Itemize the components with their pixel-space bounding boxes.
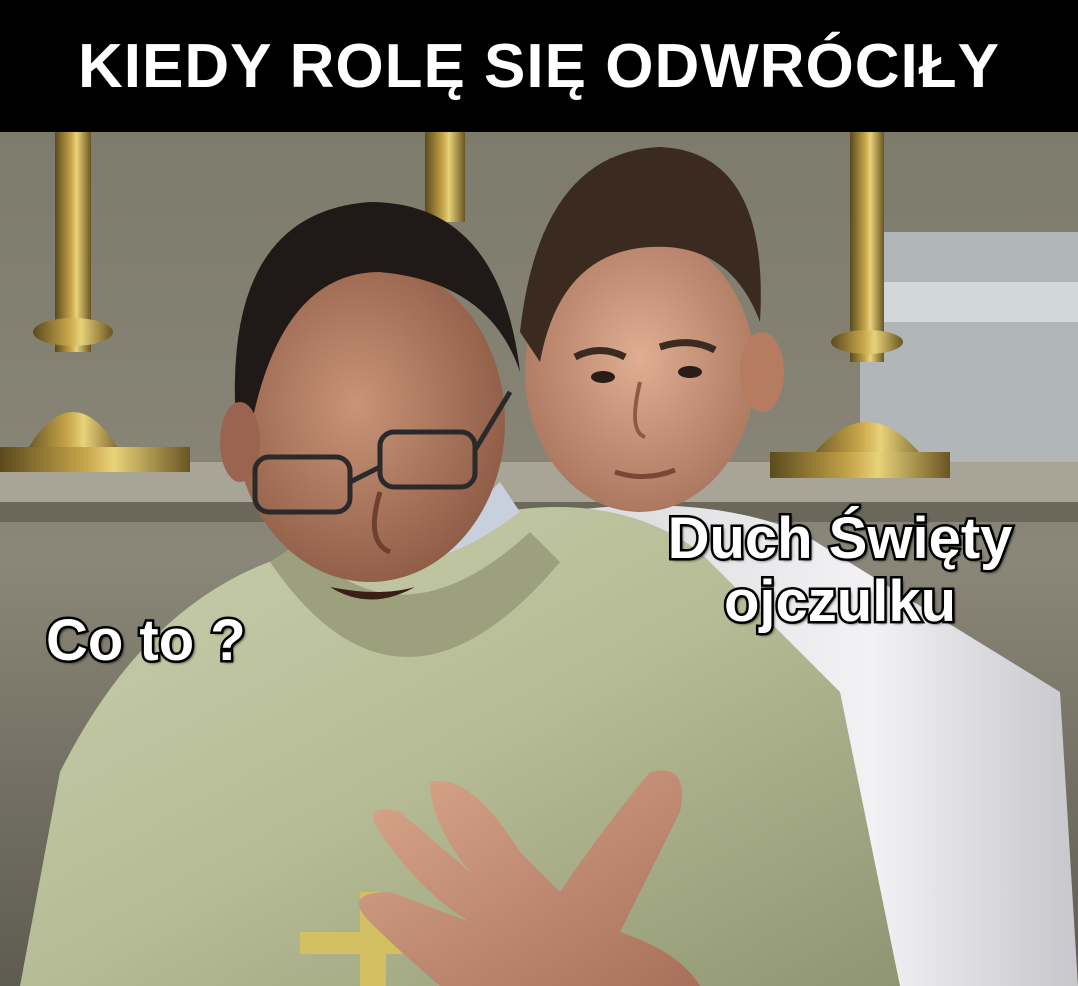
altar-boy-caption-line2: ojczulku	[723, 568, 957, 634]
altar-boy-caption-line1: Duch Święty	[667, 506, 1013, 571]
altar-boy-caption	[620, 508, 1060, 633]
title-bar	[0, 0, 1078, 132]
priest-caption: Co to ?	[46, 608, 246, 673]
meme-title: KIEDY ROLĘ SIĘ ODWRÓCIŁY	[78, 31, 1000, 101]
candlestick-center	[425, 132, 465, 222]
